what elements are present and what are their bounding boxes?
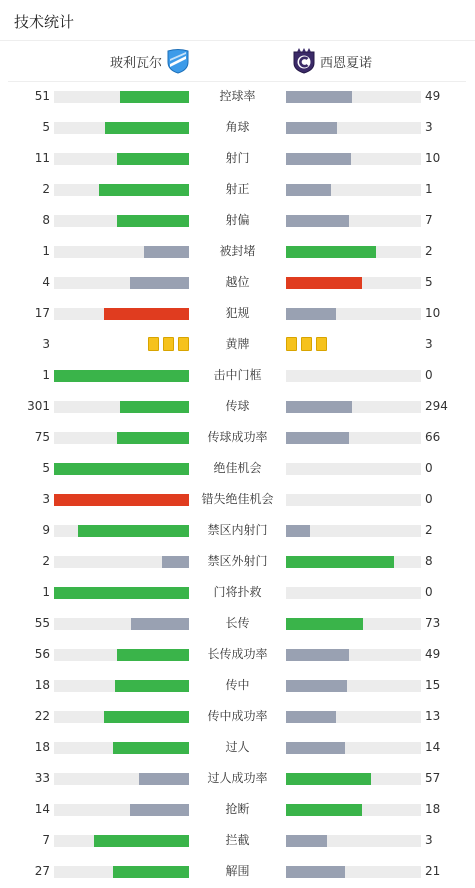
- away-stat-bar-fill: [286, 680, 347, 692]
- home-stat-bar: [54, 215, 189, 227]
- home-stat-value: 2: [42, 182, 50, 196]
- away-stat-bar-fill: [286, 184, 331, 196]
- home-stat-value: 301: [27, 399, 50, 413]
- home-stat-bar-fill: [130, 277, 189, 289]
- home-stat-bar-fill: [113, 742, 189, 754]
- stat-label: 绝佳机会: [213, 461, 262, 475]
- away-stat-bar-fill: [286, 804, 362, 816]
- away-stat-value: 66: [425, 430, 441, 444]
- away-stat-bar: [286, 525, 421, 537]
- stat-row: [0, 515, 475, 546]
- away-stat-value: 49: [425, 647, 441, 661]
- away-team-name: 西恩夏诺: [320, 55, 373, 71]
- away-stat-value: 13: [425, 709, 441, 723]
- stat-row: [0, 298, 475, 329]
- home-stat-value: 4: [42, 275, 50, 289]
- stat-label: 传球成功率: [207, 430, 268, 444]
- home-stat-value: 17: [34, 306, 50, 320]
- home-stat-value: 22: [34, 709, 50, 723]
- away-stat-value: 3: [425, 120, 433, 134]
- away-team-crest-icon: [292, 48, 316, 74]
- home-stat-bar-fill: [54, 370, 189, 382]
- home-stat-value: 3: [42, 337, 50, 351]
- away-stat-bar-fill: [286, 835, 327, 847]
- away-stat-bar-fill: [286, 742, 345, 754]
- away-stat-bar: [286, 835, 421, 847]
- home-stat-bar-fill: [105, 122, 189, 134]
- stat-label: 过人: [225, 740, 250, 754]
- away-stat-value: 18: [425, 802, 441, 816]
- home-stat-value: 18: [34, 740, 50, 754]
- away-stat-bar: [286, 742, 421, 754]
- stat-row: [0, 143, 475, 174]
- stat-label: 传球: [225, 399, 250, 413]
- home-stat-bar: [54, 804, 189, 816]
- section-title: 技术统计: [14, 13, 75, 31]
- home-stat-bar: [54, 122, 189, 134]
- stat-row: [0, 763, 475, 794]
- away-stat-bar-fill: [286, 618, 363, 630]
- away-stat-bar-fill: [286, 525, 310, 537]
- stat-label: 黄牌: [225, 337, 250, 351]
- stat-row: [0, 329, 475, 360]
- away-stat-bar-fill: [286, 308, 336, 320]
- stat-row: [0, 670, 475, 701]
- stat-row: [0, 360, 475, 391]
- home-stat-value: 1: [42, 585, 50, 599]
- stat-label: 传中: [225, 678, 250, 692]
- stat-label: 角球: [225, 120, 250, 134]
- home-stat-value: 27: [34, 864, 50, 878]
- home-stat-value: 7: [42, 833, 50, 847]
- stat-row: [0, 112, 475, 143]
- home-stat-value: 3: [42, 492, 50, 506]
- stats-header: [0, 0, 475, 41]
- away-stat-bar: [286, 184, 421, 196]
- away-stat-value: 0: [425, 461, 433, 475]
- away-stat-value: 15: [425, 678, 441, 692]
- away-stat-bar: [286, 587, 421, 599]
- home-stat-bar: [54, 91, 189, 103]
- home-stat-bar-fill: [117, 153, 189, 165]
- home-stat-value: 75: [34, 430, 50, 444]
- home-stat-bar-fill: [54, 587, 189, 599]
- home-stat-value: 1: [42, 368, 50, 382]
- home-team-crest-icon: [166, 48, 190, 74]
- away-stat-value: 294: [425, 399, 448, 413]
- home-stat-bar-fill: [78, 525, 189, 537]
- home-stat-bar: [54, 153, 189, 165]
- home-stat-bar-fill: [115, 680, 189, 692]
- yellow-card-icon: [148, 337, 159, 351]
- stat-label: 传中成功率: [207, 709, 268, 723]
- away-stat-bar: [286, 215, 421, 227]
- home-stat-bar-fill: [131, 618, 189, 630]
- stat-row: [0, 639, 475, 670]
- stat-label: 抢断: [225, 802, 250, 816]
- stat-row: [0, 608, 475, 639]
- home-stat-value: 1: [42, 244, 50, 258]
- home-stat-bar: [54, 246, 189, 258]
- away-stat-value: 0: [425, 368, 433, 382]
- home-stat-bar: [54, 556, 189, 568]
- stat-row: [0, 825, 475, 856]
- home-stat-bar-fill: [94, 835, 189, 847]
- stat-label: 门将扑救: [213, 585, 262, 599]
- home-stat-bar-fill: [139, 773, 189, 785]
- away-stat-value: 7: [425, 213, 433, 227]
- home-stat-bar-fill: [104, 711, 189, 723]
- home-stat-bar: [54, 742, 189, 754]
- home-stat-value: 56: [34, 647, 50, 661]
- away-stat-bar-fill: [286, 122, 337, 134]
- home-stat-bar: [54, 494, 189, 506]
- away-stat-value: 0: [425, 492, 433, 506]
- home-stat-bar-fill: [104, 308, 189, 320]
- away-stat-bar: [286, 370, 421, 382]
- away-stat-bar-fill: [286, 401, 352, 413]
- stat-label: 解围: [225, 864, 250, 878]
- away-stat-bar: [286, 401, 421, 413]
- home-team-name: 玻利瓦尔: [109, 55, 162, 71]
- away-stat-bar: [286, 432, 421, 444]
- away-stat-bar-fill: [286, 91, 352, 103]
- away-stat-bar: [286, 556, 421, 568]
- stat-row: [0, 453, 475, 484]
- home-stat-bar: [54, 618, 189, 630]
- stat-label: 被封堵: [219, 244, 256, 258]
- home-stat-value: 33: [34, 771, 50, 785]
- home-stat-bar: [54, 587, 189, 599]
- away-stat-bar-fill: [286, 649, 349, 661]
- stat-label: 控球率: [219, 89, 256, 103]
- home-stat-bar-fill: [120, 401, 189, 413]
- stat-label: 禁区内射门: [207, 523, 268, 537]
- away-stat-value: 1: [425, 182, 433, 196]
- stat-label: 犯规: [225, 306, 250, 320]
- home-stat-value: 55: [34, 616, 50, 630]
- away-stat-bar: [286, 153, 421, 165]
- away-stat-bar-fill: [286, 215, 349, 227]
- stat-row: [0, 484, 475, 515]
- stat-label: 长传: [225, 616, 250, 630]
- stat-row: [0, 732, 475, 763]
- home-stat-bar: [54, 463, 189, 475]
- away-stat-bar-fill: [286, 277, 362, 289]
- away-stat-bar-fill: [286, 711, 336, 723]
- yellow-card-icon: [286, 337, 297, 351]
- away-stat-value: 10: [425, 306, 441, 320]
- home-stat-value: 5: [42, 461, 50, 475]
- away-stat-value: 49: [425, 89, 441, 103]
- away-stat-bar: [286, 618, 421, 630]
- stat-row: [0, 205, 475, 236]
- stat-label: 射正: [225, 182, 250, 196]
- home-stat-bar-fill: [117, 215, 189, 227]
- away-stat-bar: [286, 277, 421, 289]
- away-stat-bar: [286, 91, 421, 103]
- stat-row: [0, 856, 475, 887]
- away-stat-value: 5: [425, 275, 433, 289]
- stat-label: 拦截: [225, 833, 250, 847]
- home-stat-bar-fill: [117, 649, 189, 661]
- home-stat-bar: [54, 277, 189, 289]
- stat-label: 错失绝佳机会: [201, 492, 274, 506]
- away-stat-value: 73: [425, 616, 441, 630]
- away-stat-value: 10: [425, 151, 441, 165]
- home-yellow-cards: [148, 337, 189, 351]
- away-stat-bar: [286, 804, 421, 816]
- away-stat-bar-fill: [286, 556, 394, 568]
- away-stat-value: 2: [425, 244, 433, 258]
- away-stat-bar: [286, 773, 421, 785]
- home-stat-bar: [54, 432, 189, 444]
- stat-label: 禁区外射门: [207, 554, 268, 568]
- home-stat-bar: [54, 773, 189, 785]
- stat-label: 越位: [225, 275, 250, 289]
- away-stat-bar: [286, 711, 421, 723]
- away-stat-bar: [286, 246, 421, 258]
- home-stat-value: 14: [34, 802, 50, 816]
- away-stat-value: 3: [425, 833, 433, 847]
- away-stat-bar-fill: [286, 246, 376, 258]
- away-stat-value: 21: [425, 864, 441, 878]
- home-stat-bar: [54, 184, 189, 196]
- home-team[interactable]: [110, 41, 190, 81]
- home-stat-bar-fill: [162, 556, 189, 568]
- stat-label: 过人成功率: [207, 771, 268, 785]
- home-stat-bar: [54, 680, 189, 692]
- home-stat-bar-fill: [54, 494, 189, 506]
- away-stat-bar: [286, 122, 421, 134]
- stat-label: 射门: [225, 151, 250, 165]
- teams-bar: [8, 41, 466, 82]
- home-stat-value: 11: [34, 151, 50, 165]
- stat-row: [0, 81, 475, 112]
- home-stat-value: 2: [42, 554, 50, 568]
- away-stat-value: 14: [425, 740, 441, 754]
- stat-row: [0, 546, 475, 577]
- home-stat-value: 51: [34, 89, 50, 103]
- away-stat-bar: [286, 649, 421, 661]
- home-stat-value: 9: [42, 523, 50, 537]
- home-stat-bar-fill: [99, 184, 189, 196]
- stat-row: [0, 701, 475, 732]
- home-stat-bar-fill: [54, 463, 189, 475]
- away-stat-bar-fill: [286, 432, 349, 444]
- stat-label: 射偏: [225, 213, 250, 227]
- home-stat-bar-fill: [130, 804, 189, 816]
- away-stat-bar-fill: [286, 773, 371, 785]
- home-stat-bar: [54, 401, 189, 413]
- home-stat-bar-fill: [113, 866, 189, 878]
- yellow-card-icon: [163, 337, 174, 351]
- away-stat-value: 0: [425, 585, 433, 599]
- yellow-card-icon: [301, 337, 312, 351]
- home-stat-bar-fill: [144, 246, 189, 258]
- stat-row: [0, 794, 475, 825]
- stat-label: 击中门框: [213, 368, 262, 382]
- away-stat-value: 57: [425, 771, 441, 785]
- yellow-card-icon: [316, 337, 327, 351]
- home-stat-bar: [54, 649, 189, 661]
- home-stat-bar-fill: [120, 91, 189, 103]
- home-stat-bar-fill: [117, 432, 189, 444]
- home-stat-bar: [54, 835, 189, 847]
- home-stat-bar: [54, 525, 189, 537]
- stat-row: [0, 174, 475, 205]
- home-stat-value: 5: [42, 120, 50, 134]
- stat-row: [0, 577, 475, 608]
- away-stat-bar: [286, 308, 421, 320]
- stat-row: [0, 236, 475, 267]
- home-stat-bar: [54, 866, 189, 878]
- away-stat-bar: [286, 680, 421, 692]
- away-yellow-cards: [286, 337, 327, 351]
- away-stat-bar: [286, 463, 421, 475]
- away-stat-value: 2: [425, 523, 433, 537]
- away-stat-bar: [286, 494, 421, 506]
- home-stat-bar: [54, 370, 189, 382]
- away-stat-bar-fill: [286, 153, 351, 165]
- yellow-card-icon: [178, 337, 189, 351]
- away-stat-value: 3: [425, 337, 433, 351]
- away-team[interactable]: [292, 41, 372, 81]
- stat-label: 长传成功率: [207, 647, 268, 661]
- away-stat-bar: [286, 866, 421, 878]
- stat-row: [0, 422, 475, 453]
- stat-row: [0, 391, 475, 422]
- stat-row: [0, 267, 475, 298]
- home-stat-bar: [54, 308, 189, 320]
- away-stat-value: 8: [425, 554, 433, 568]
- away-stat-bar-fill: [286, 866, 345, 878]
- home-stat-bar: [54, 711, 189, 723]
- home-stat-value: 18: [34, 678, 50, 692]
- home-stat-value: 8: [42, 213, 50, 227]
